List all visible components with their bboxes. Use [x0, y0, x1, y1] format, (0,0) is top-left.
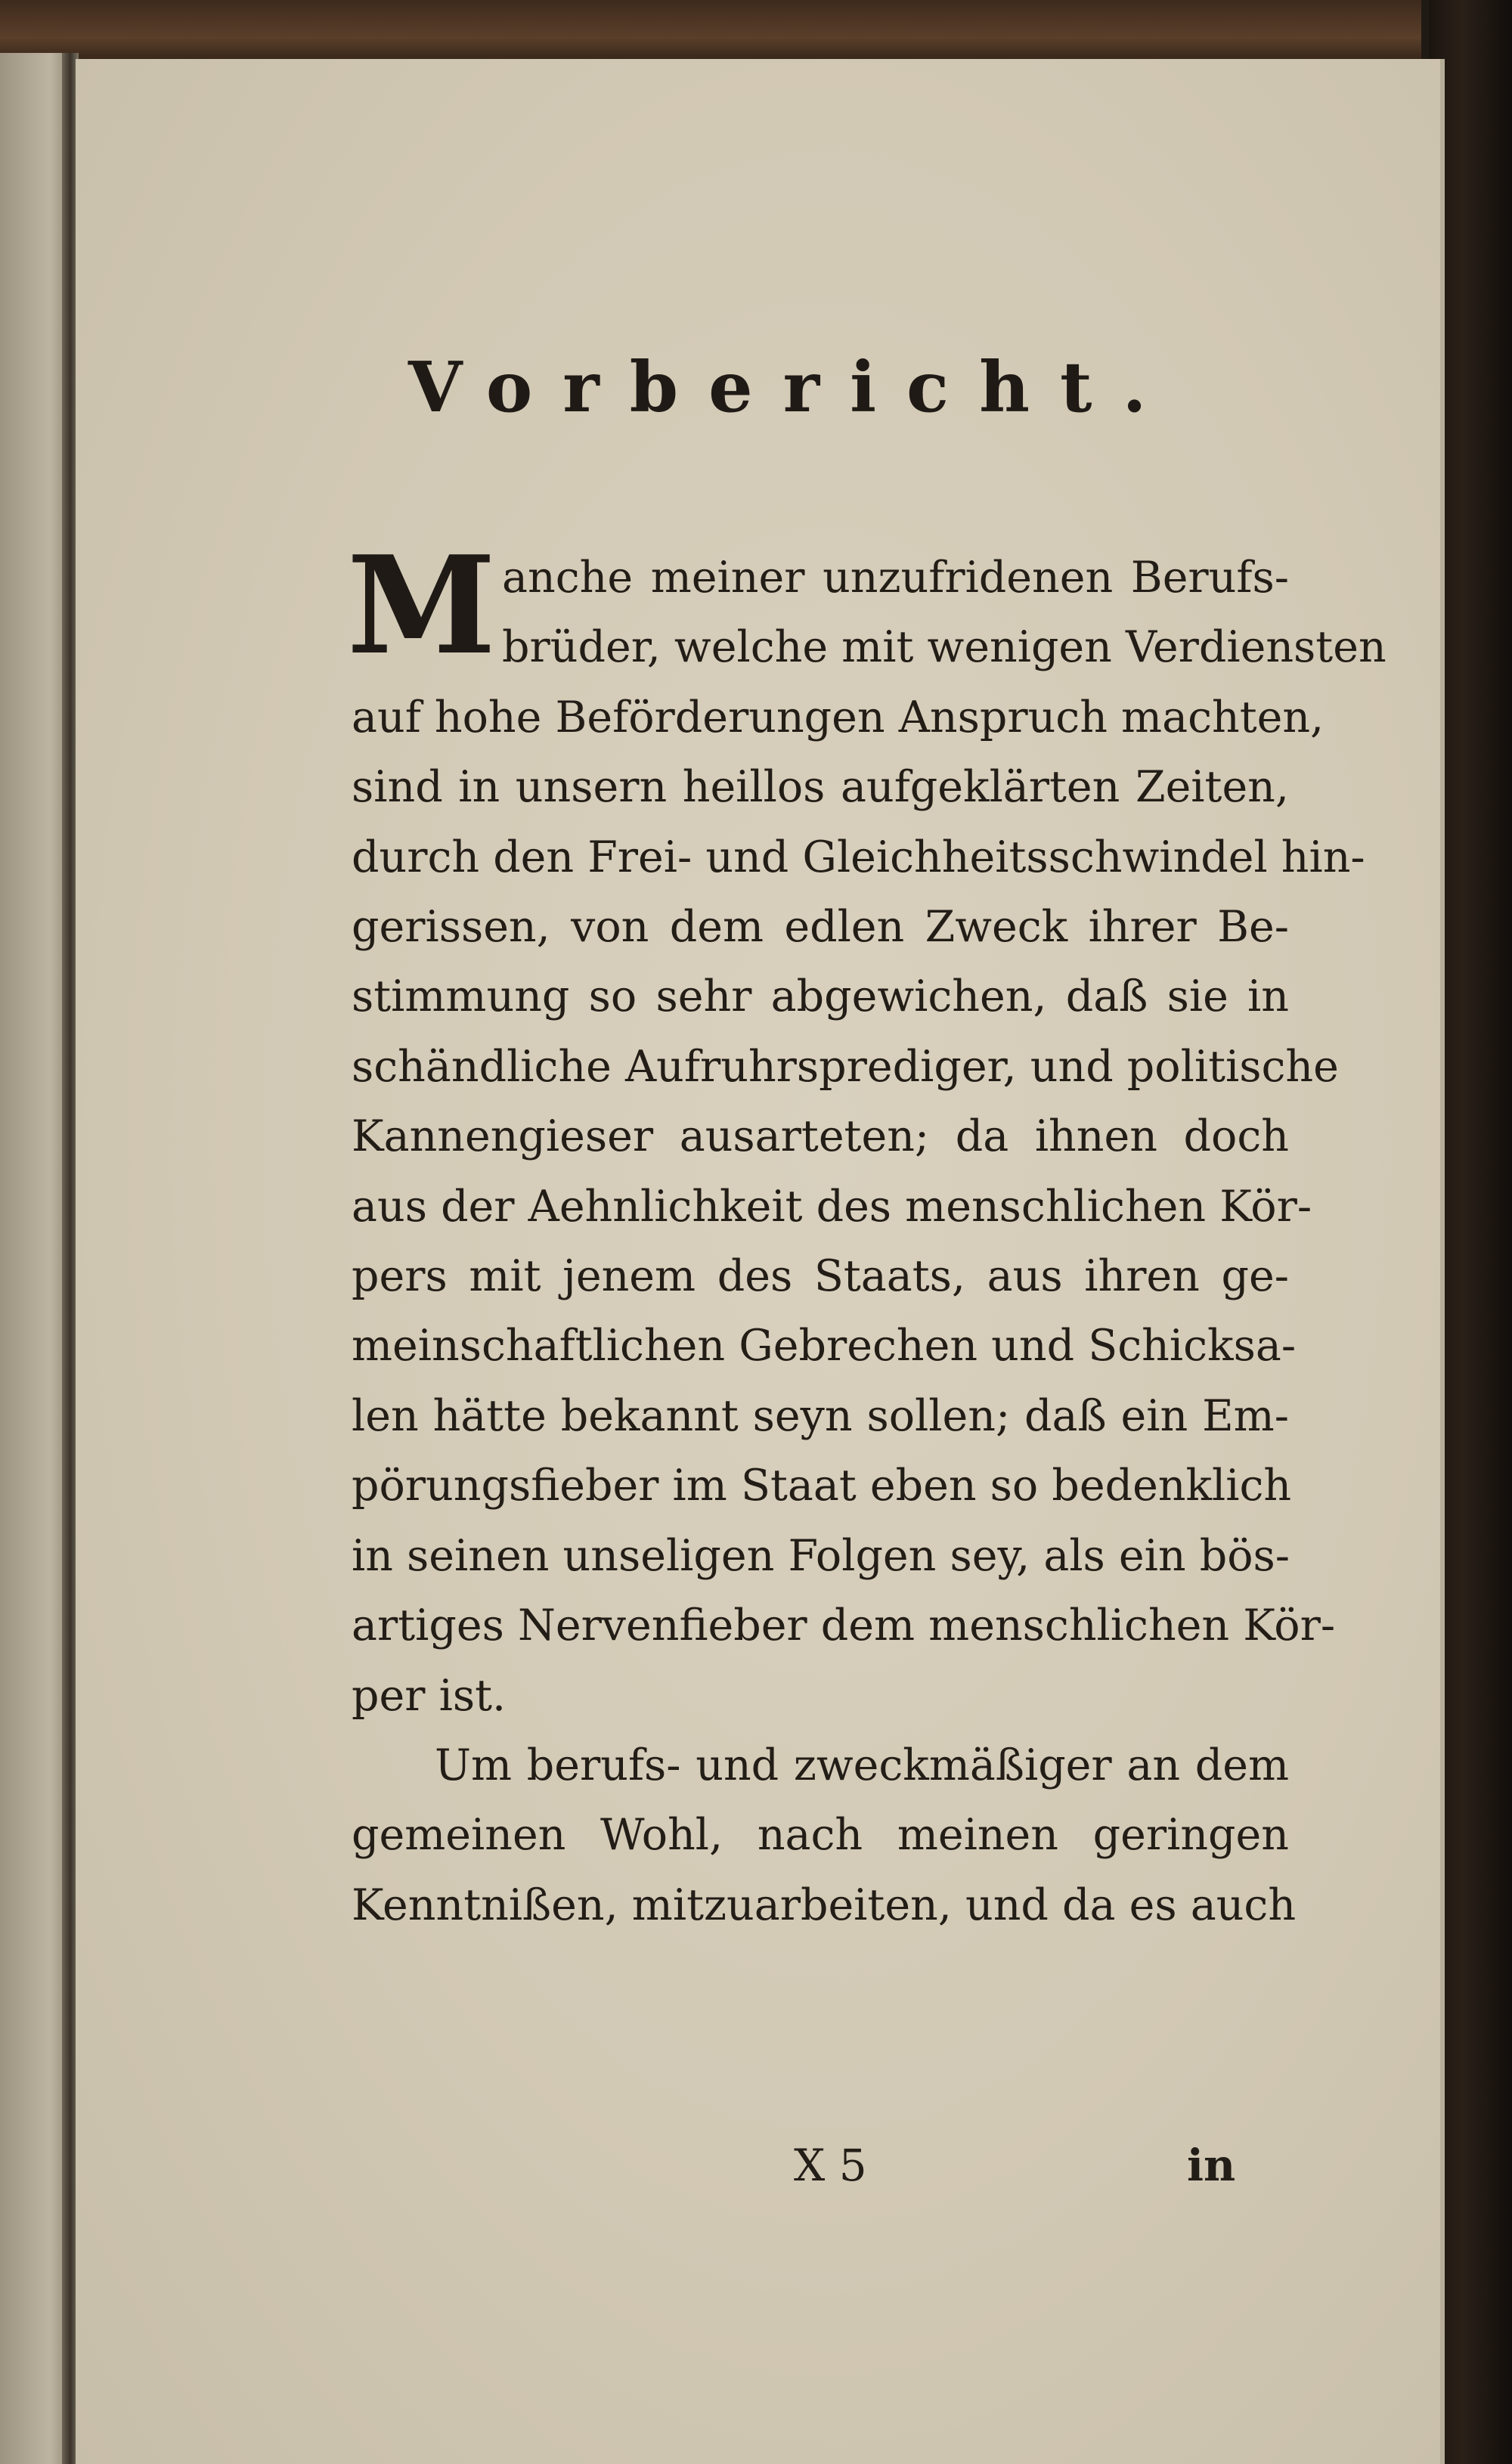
text-line: auf hohe Beförderungen Anspruch machten,	[352, 692, 1325, 742]
left-page-edge	[0, 53, 72, 2464]
text-line: pers mit jenem des Staats, aus ihren ge-	[352, 1251, 1289, 1302]
text-line: in seinen unseligen Folgen sey, als ein bös-	[352, 1530, 1290, 1581]
text-line: aus der Aehnlichkeit des menschlichen Kör-	[352, 1181, 1312, 1232]
text-line: brüder, welche mit wenigen Verdiensten	[502, 622, 1387, 673]
text-line: anche meiner unzufridenen Berufs-	[502, 553, 1289, 603]
text-line: len hätte bekannt seyn sollen; daß ein Em-	[352, 1390, 1289, 1441]
text-line: gerissen, von dem edlen Zweck ihrer Be-	[352, 902, 1289, 953]
signature-mark: X 5	[794, 2140, 867, 2191]
right-page	[76, 59, 1445, 2464]
paragraph-2	[352, 1731, 1297, 1940]
paragraph-1	[347, 526, 1387, 1731]
text-line: gemeinen Wohl, nach meinen geringen	[352, 1810, 1289, 1861]
drop-cap: M	[347, 526, 497, 684]
text-line: Um berufs- und zweckmäßiger an dem	[435, 1740, 1289, 1790]
text-line: sind in unsern heillos aufgeklärten Zeiten,	[352, 762, 1289, 813]
text-line: meinschaftlichen Gebrechen und Schicksa-	[352, 1321, 1297, 1371]
text-line: durch den Frei- und Gleichheitsschwindel hin-	[352, 832, 1365, 882]
text-line: pörungsfieber im Staat eben so bedenklich	[352, 1461, 1292, 1511]
text-line: Kenntnißen, mitzuarbeiten, und da es auch	[352, 1880, 1297, 1930]
text-line: schändliche Aufruhrsprediger, und politische	[352, 1041, 1339, 1092]
text-line: Kannengieser ausarteten; da ihnen doch	[352, 1111, 1289, 1162]
text-line: stimmung so sehr abgewichen, daß sie in	[352, 972, 1289, 1022]
catchword: in	[1187, 2140, 1236, 2191]
text-line: artiges Nervenfieber dem menschlichen Kör-	[352, 1601, 1336, 1651]
body-text	[347, 526, 1387, 1940]
book-cover-edge-top	[0, 0, 1421, 68]
text-line: per ist.	[352, 1670, 507, 1721]
page-title: Vorbericht.	[408, 346, 1177, 428]
